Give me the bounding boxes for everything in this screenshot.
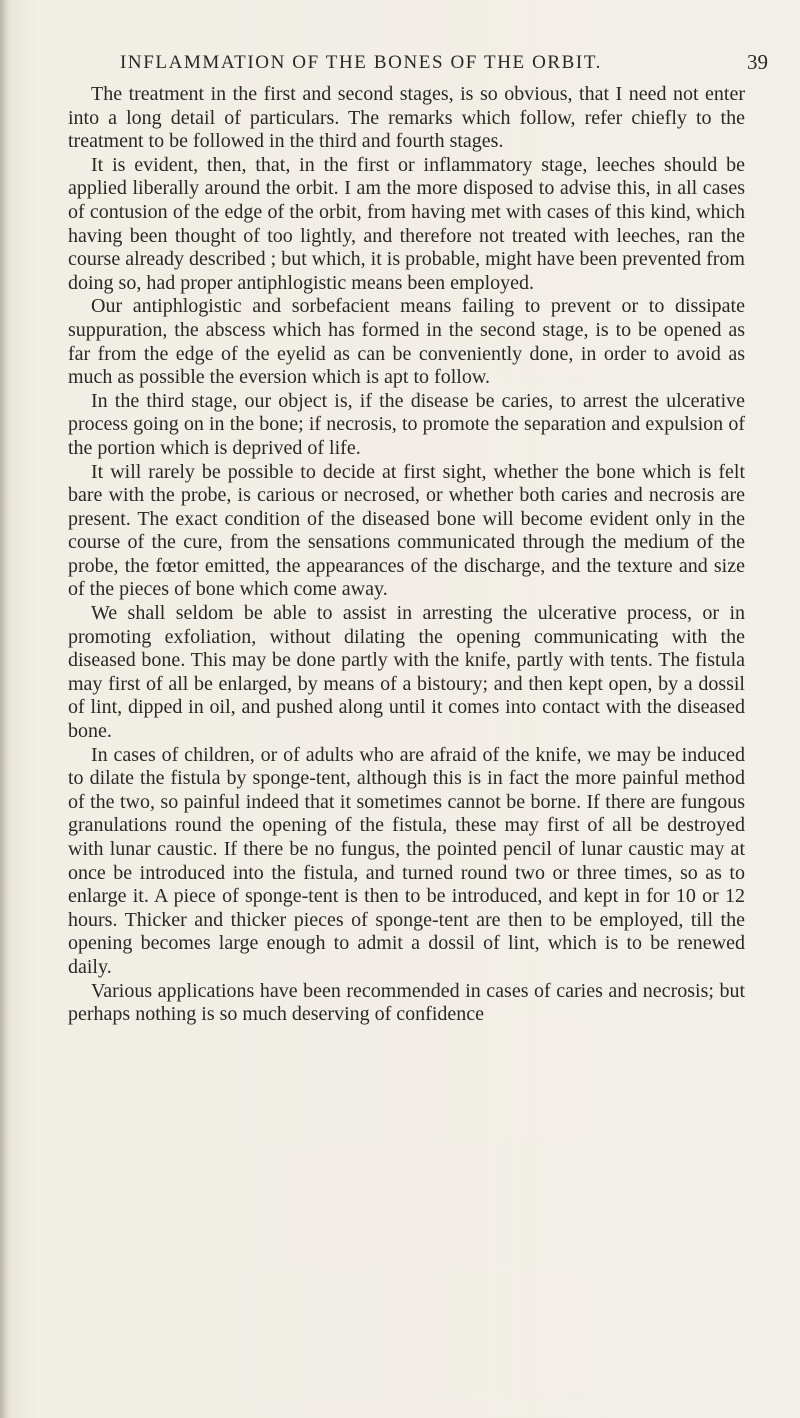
paragraph: Various applications have been recommended in cases of caries and necrosis; but perhaps nothing is so much deserving of confidence <box>68 979 745 1026</box>
running-title: INFLAMMATION OF THE BONES OF THE ORBIT. <box>120 52 603 73</box>
paragraph: In cases of children, or of adults who are afraid of the knife, we may be induced to dilate the fistula by sponge-tent, although this is in fact the more painful method of the two, so painful indeed that it sometimes cannot be borne. If there are fungous granulations round the opening of the fistula, these may first of all be destroyed with lunar caustic. If there be no fungus, the pointed pencil of lunar caustic may at once be introduced into the fistula, and turned round two or three times, so as to enlarge it. A piece of sponge-tent is then to be introduced, and kept in for 10 or 12 hours. Thicker and thicker pieces of sponge-tent are then to be employed, till the opening becomes large enough to admit a dossil of lint, which is to be renewed daily. <box>68 743 745 978</box>
paragraph: It is evident, then, that, in the first or inflammatory stage, leeches should be applied liberally around the orbit. I am the more disposed to advise this, in all cases of contusion of the edge of the orbit, from having met with cases of this kind, which having been thought of too lightly, and therefore not treated with leeches, ran the course already described ; but which, it is probable, might have been prevented from doing so, had proper antiphlogistic means been employed. <box>68 153 745 294</box>
paragraph: We shall seldom be able to assist in arresting the ulcerative process, or in promoting exfoliation, without dilating the opening communicating with the diseased bone. This may be done partly with the knife, partly with tents. The fistula may first of all be enlarged, by means of a bistoury; and then kept open, by a dossil of lint, dipped in oil, and pushed along until it comes into contact with the diseased bone. <box>68 602 745 743</box>
spine-shadow <box>0 0 10 1418</box>
page-number: 39 <box>747 50 768 74</box>
paragraph: It will rarely be possible to decide at first sight, whether the bone which is felt bare with the probe, is carious or necrosed, or whether both caries and necrosis are present. The exact condition of the diseased bone will become evident only in the course of the cure, from the sensations communicated through the medium of the probe, the fœtor emitted, the appearances of the discharge, and the texture and size of the pieces of bone which come away. <box>68 460 745 601</box>
body-text <box>68 83 745 1027</box>
paragraph: Our antiphlogistic and sorbefacient means failing to prevent or to dissipate suppuration, the abscess which has formed in the second stage, is to be opened as far from the edge of the eyelid as can be conveniently done, in order to avoid as much as possible the eversion which is apt to follow. <box>68 295 745 389</box>
paragraph: In the third stage, our object is, if the disease be caries, to arrest the ulcerative process going on in the bone; if necrosis, to promote the separation and expulsion of the portion which is deprived of life. <box>68 389 745 459</box>
running-head <box>120 50 768 80</box>
paragraph: The treatment in the first and second stages, is so obvious, that I need not enter into a long detail of particulars. The remarks which follow, refer chiefly to the treatment to be followed in the third and fourth stages. <box>68 83 745 153</box>
